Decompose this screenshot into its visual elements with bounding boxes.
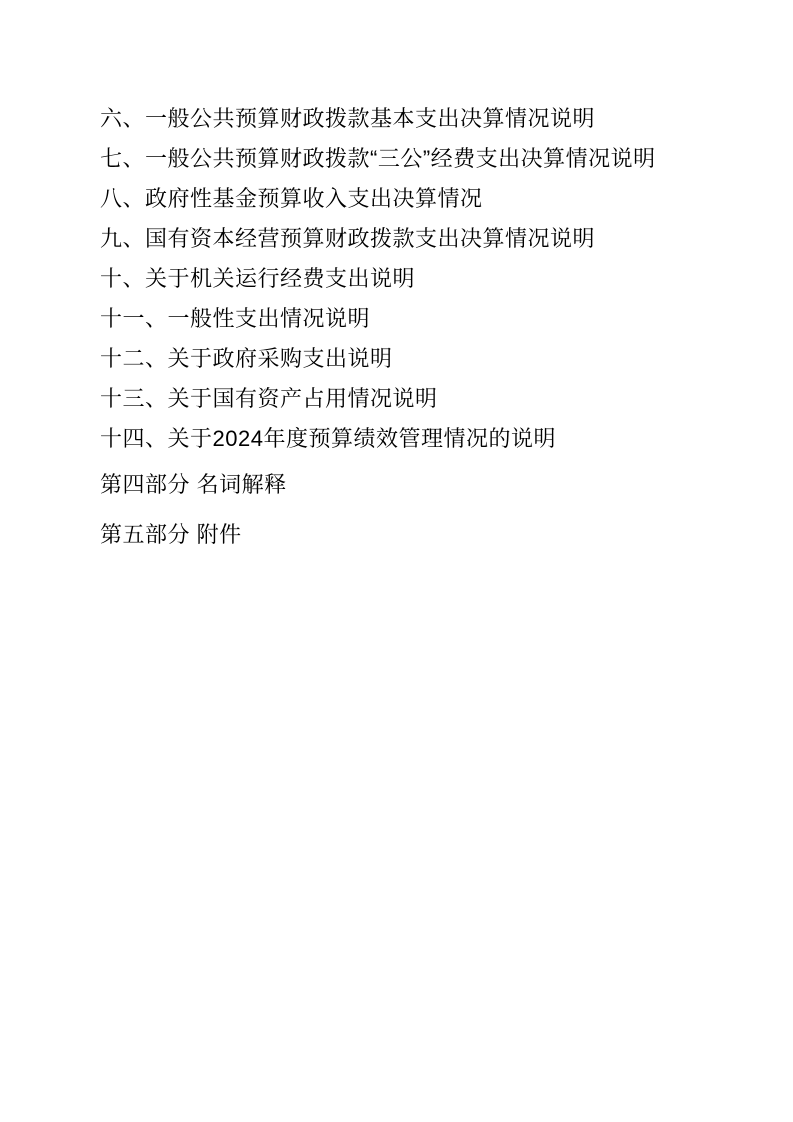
toc-item-8: 八、政府性基金预算收入支出决算情况 <box>100 186 483 211</box>
toc-item-11: 十一、一般性支出情况说明 <box>100 306 371 331</box>
toc-item-9: 九、国有资本经营预算财政拨款支出决算情况说明 <box>100 226 596 251</box>
toc-item-6: 六、一般公共预算财政拨款基本支出决算情况说明 <box>100 106 596 131</box>
part-heading-5: 第五部分 附件 <box>100 522 242 547</box>
toc-item-12: 十二、关于政府采购支出说明 <box>100 346 393 371</box>
toc-item-10: 十、关于机关运行经费支出说明 <box>100 266 416 291</box>
part-heading-4: 第四部分 名词解释 <box>100 472 287 497</box>
table-of-contents <box>100 99 733 555</box>
toc-item-7: 七、一般公共预算财政拨款“三公”经费支出决算情况说明 <box>100 146 656 171</box>
toc-item-14: 十四、关于2024年度预算绩效管理情况的说明 <box>100 426 556 451</box>
toc-item-13: 十三、关于国有资产占用情况说明 <box>100 386 438 411</box>
